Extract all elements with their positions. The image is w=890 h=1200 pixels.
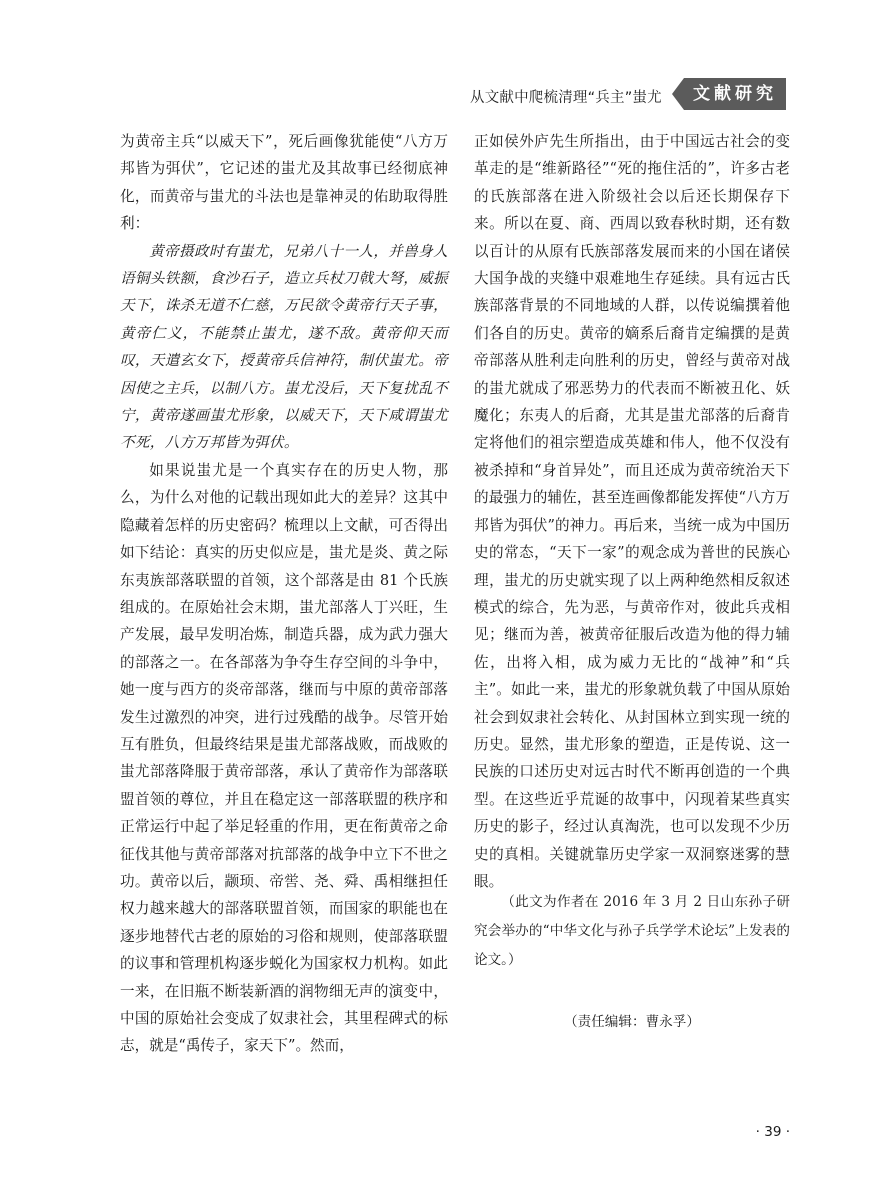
paragraph: 正如侯外庐先生所指出，由于中国远古社会的变革走的是“维新路径”“死的拖住活的”，许多古老的氏族部落在进入阶级社会以后还长期保存下来。所以在夏、商、西周以致春秋时期，还有数以百计的从原有氏族部落发展而来的小国在诸侯大国争战的夹缝中艰难地生存延续。具有远古氏族部落背景的不同地域的人群，以传说编撰着他们各自的历史。黄帝的嫡系后裔肯定编撰的是黄帝部落从胜利走向胜利的历史，曾经与黄帝对战的蚩尤就成了邪恶势力的代表而不断被丑化、妖魔化；东夷人的后裔，尤其是蚩尤部落的后裔肯定将他们的祖宗塑造成英雄和伟人，他不仅没有被杀掉和“身首异处”，而且还成为黄帝统治天下的最强力的辅佐，甚至连画像都能发挥使“八方万邦皆为弭伏”的神力。再后来，当统一成为中国历史的常态，“天下一家”的观念成为普世的民族心理，蚩尤的历史就实现了以上两种绝然相反叙述模式的综合，先为恶，与黄帝作对，彼此兵戎相见；继而为善，被黄帝征服后改造为他的得力辅佐，出将入相，成为威力无比的“战神”和“兵主”。如此一来，蚩尤的形象就负载了中国从原始社会到奴隶社会转化、从封国林立到实现一统的历史。显然，蚩尤形象的塑造，正是传说、这一民族的口述历史对远古时代不断再创造的一个典型。在这些近乎荒诞的故事中，闪现着某些真实历史的影子，经过认真淘洗，也可以发现不少历史的真相。关键就靠历史学家一双洞察迷雾的慧眼。	[474, 133, 790, 890]
running-header	[470, 78, 786, 110]
editor-credit: （责任编辑：曹永孚）	[564, 1014, 700, 1030]
paragraph: 为黄帝主兵“以威天下”，死后画像犹能使“八方万邦皆为弭伏”，它记述的蚩尤及其故事已经彻底神化，而黄帝与蚩尤的斗法也是靠神灵的佑助取得胜利：	[120, 133, 448, 233]
right-column	[474, 128, 790, 895]
left-column	[120, 128, 448, 1060]
page-number: · 39 ·	[755, 1124, 790, 1140]
author-note: （此文为作者在 2016 年 3 月 2 日山东孙子研究会举办的“中华文化与孙子兵学学术论坛”上发表的论文。）	[474, 894, 790, 968]
article-title: 从文献中爬梳清理“兵主”蚩尤	[470, 90, 662, 106]
paragraph: 如果说蚩尤是一个真实存在的历史人物，那么，为什么对他的记载出现如此大的差异？这其中隐藏着怎样的历史密码？梳理以上文献，可否得出如下结论：真实的历史似应是，蚩尤是炎、黄之际东夷族部落联盟的首领，这个部落是由 81 个氏族组成的。在原始社会末期，蚩尤部落人丁兴旺，生产发展，最早发明冶炼，制造兵器，成为武力强大的部落之一。在各部落为争夺生存空间的斗争中，她一度与西方的炎帝部落，继而与中原的黄帝部落发生过激烈的冲突，进行过残酷的战争。尽管开始互有胜负，但最终结果是蚩尤部落战败，而战败的蚩尤部落降服于黄帝部落，承认了黄帝作为部落联盟首领的尊位，并且在稳定这一部落联盟的秩序和正常运行中起了举足轻重的作用，更在衔黄帝之命征伐其他与黄帝部落对抗部落的战争中立下不世之功。黄帝以后，颛顼、帝喾、尧、舜、禹相继担任权力越来越大的部落联盟首领，而国家的职能也在逐步地替代古老的原始的习俗和规则，使部落联盟的议事和管理机构逐步蜕化为国家权力机构。如此一来，在旧瓶不断装新酒的润物细无声的演变中，中国的原始社会变成了奴隶社会，其里程碑式的标志，就是“禹传子，家天下”。然而，	[120, 461, 448, 1055]
section-badge: 文献研究	[684, 78, 786, 110]
block-quote: 黄帝摄政时有蚩尤，兄弟八十一人，并兽身人语铜头铁额，食沙石子，造立兵杖刀戟大弩，威振天下，诛杀无道不仁慈，万民欲令黄帝行天子事，黄帝仁义，不能禁止蚩尤，遂不敌。黄帝仰天而叹，天遣玄女下，授黄帝兵信神符，制伏蚩尤。帝因使之主兵，以制八方。蚩尤没后，天下复扰乱不宁，黄帝遂画蚩尤形象，以威天下，天下咸谓蚩尤不死，八方万邦皆为弭伏。	[120, 242, 448, 452]
